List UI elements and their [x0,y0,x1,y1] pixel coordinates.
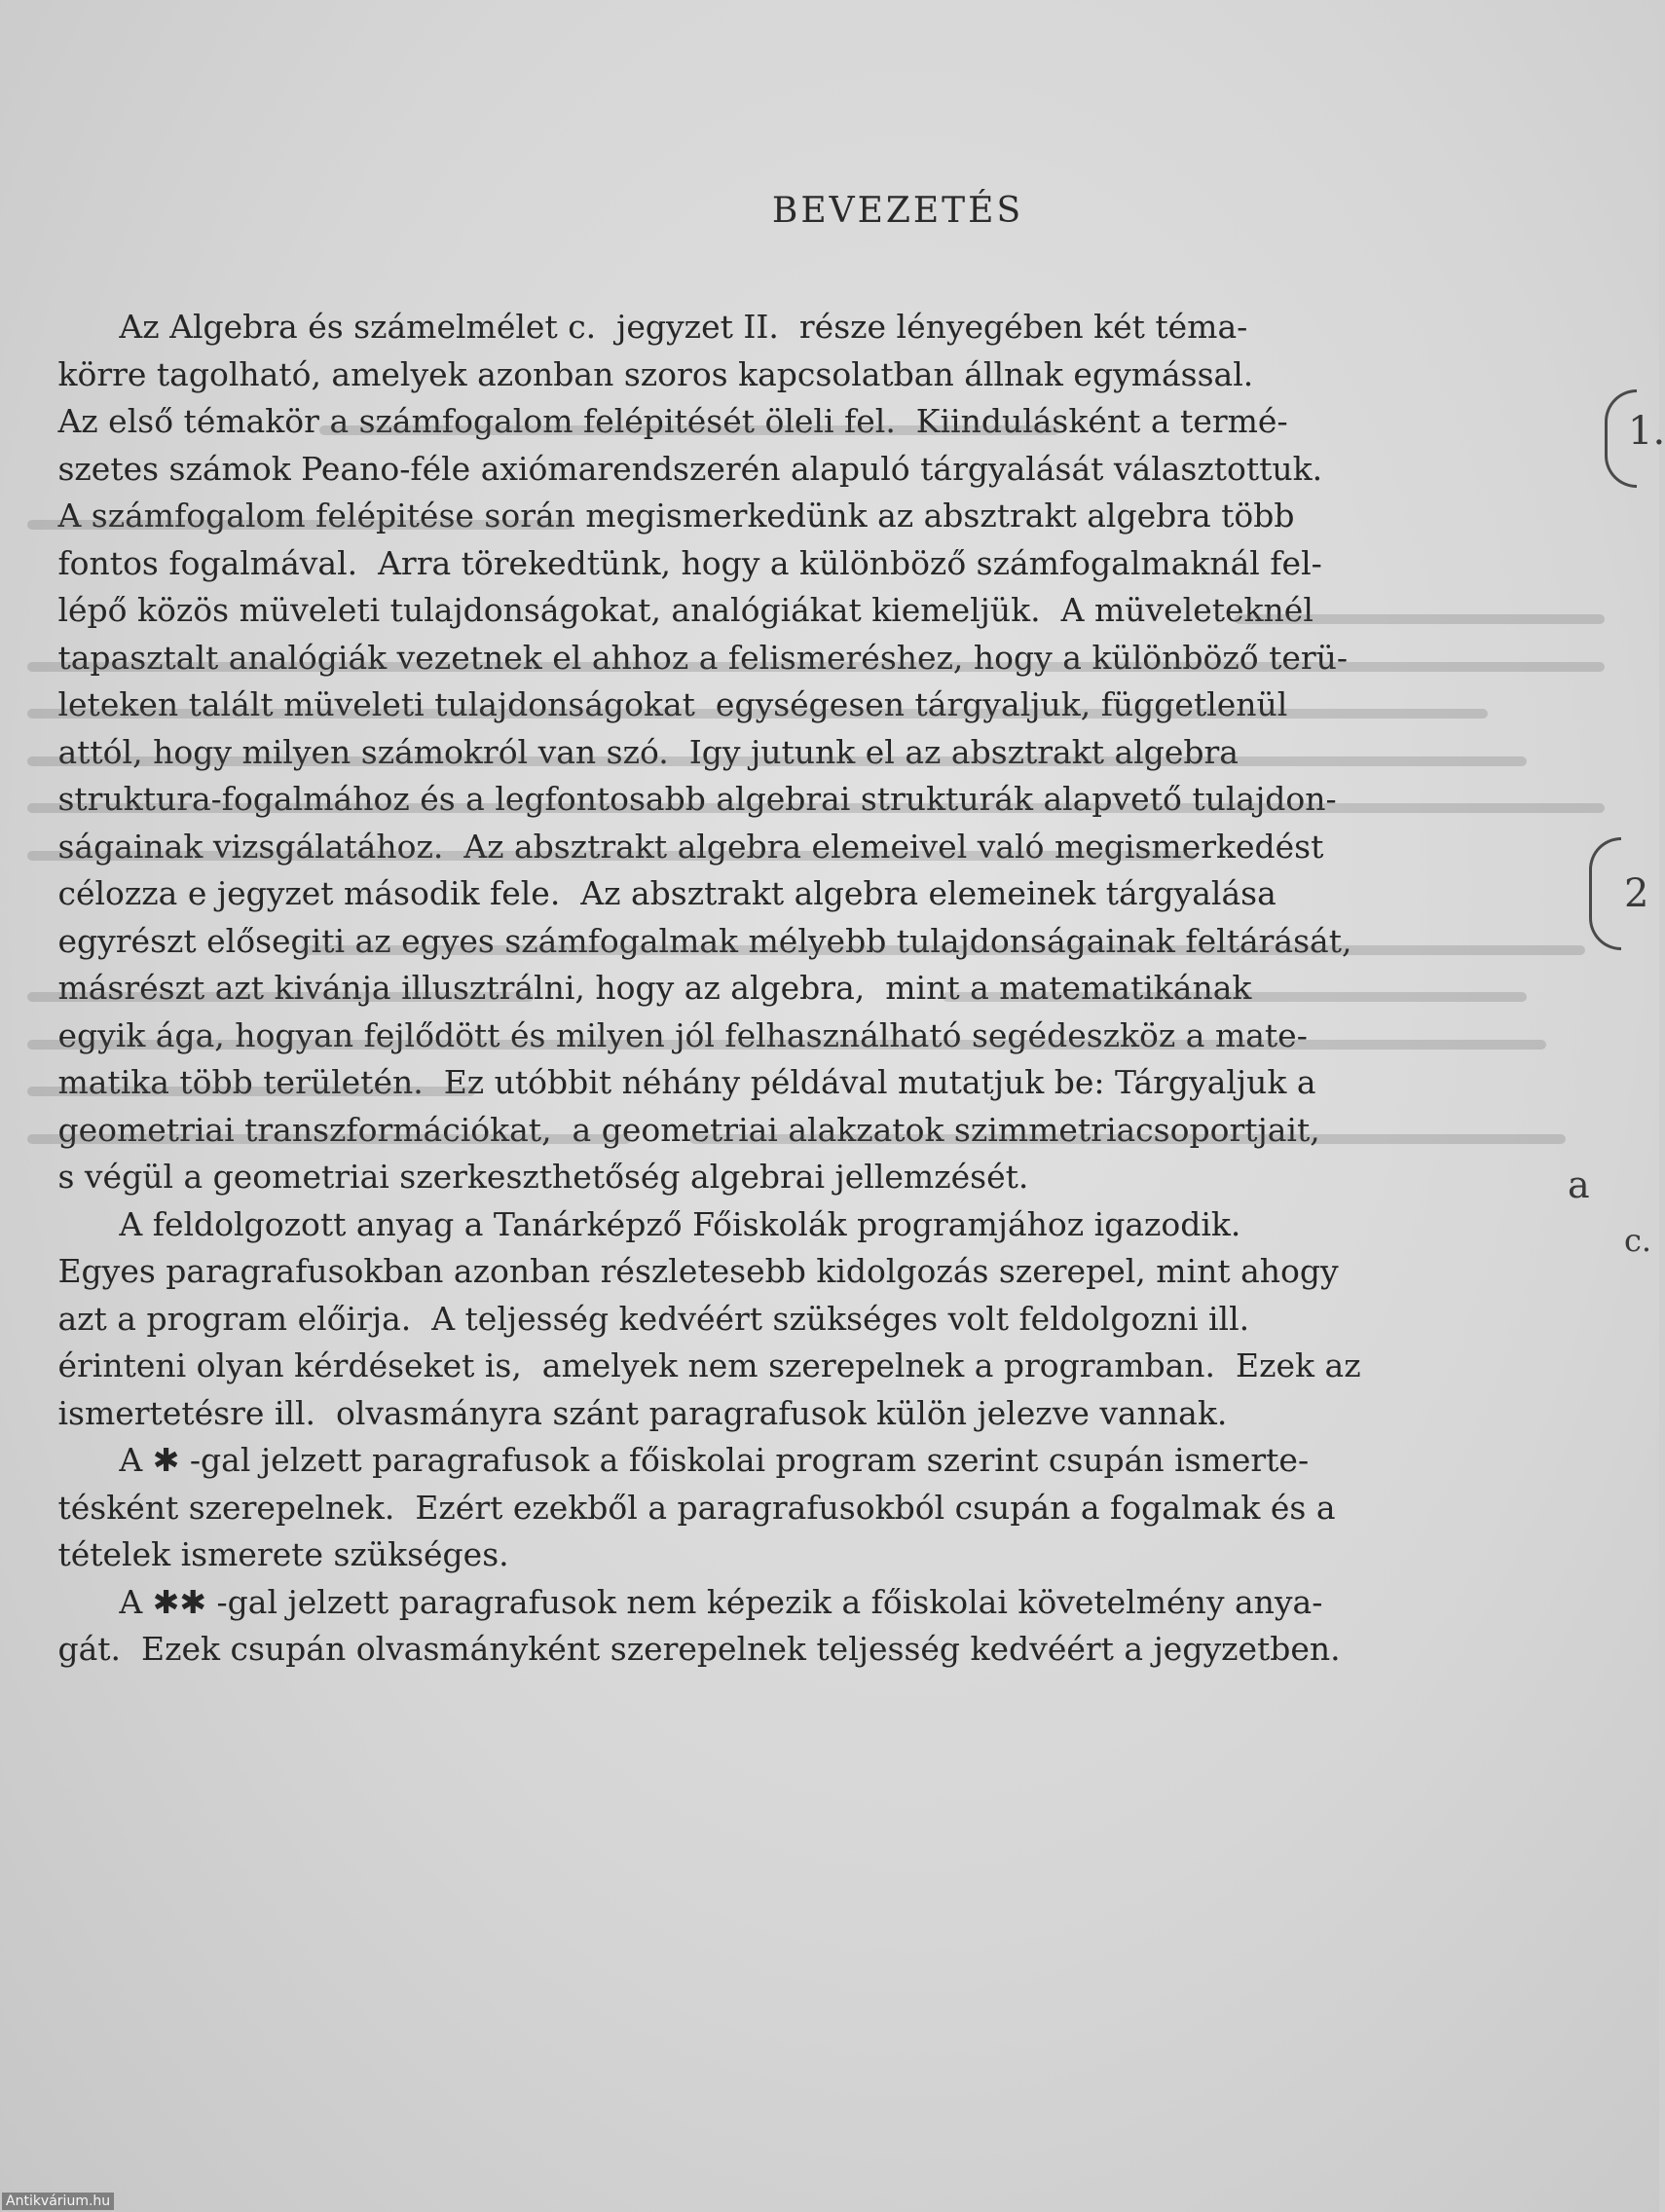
text-line: körre tagolható, amelyek azonban szoros kapcsolatban állnak egymással. [27,354,1254,393]
margin-note-1: 1. [1628,409,1665,454]
pencil-underline [689,1134,1566,1144]
text-line: geometriai transzformációkat, a geometriai alakzatok szimmetriacsoportjait, [27,1107,1605,1155]
text-line: lépő közös müveleti tulajdonságokat, analógiákat kiemeljük. A müveleteknél [27,587,1605,635]
pencil-underline [27,1087,475,1096]
pencil-underline [27,851,1196,861]
pencil-underline [27,992,534,1002]
pencil-underline [300,945,1585,955]
pencil-underline [27,709,1488,719]
text-line: azt a program előirja. A teljesség kedvéért szükséges volt feldolgozni ill. [27,1299,1250,1338]
pencil-underline [319,425,1059,435]
pencil-underline [943,992,1527,1002]
pencil-underline [27,520,573,530]
text-line: leteken talált müveleti tulajdonságokat egységesen tárgyaljuk, függetlenül [27,682,1605,729]
text-line: Az első témakör a számfogalom felépitését öleli fel. Kiindulásként a termé- [27,402,1288,440]
text-line: egyrészt elősegiti az egyes számfogalmak mélyebb tulajdonságainak feltárását, [27,918,1605,966]
text-line: tételek ismerete szükséges. [27,1535,509,1573]
text-line: tapasztalt analógiák vezetnek el ahhoz a felismeréshez, hogy a különböző terü- [27,635,1605,682]
text-line: A számfogalom felépitése során megismerkedünk az absztrakt algebra több [27,497,1295,535]
watermark: Antikvárium.hu [2,2193,114,2210]
text-line: attól, hogy milyen számokról van szó. Igy jutunk el az absztrakt algebra [27,729,1605,777]
margin-note-3: a [1568,1163,1590,1206]
pencil-underline [27,1040,1546,1050]
margin-bracket-2 [1589,837,1621,950]
pencil-underline [27,662,1605,672]
text-line: fontos fogalmával. Arra törekedtünk, hogy a különböző számfogalmaknál fel- [27,543,1322,582]
body-text [27,304,1605,1674]
pencil-underline [27,1134,631,1144]
text-line: másrészt azt kivánja illusztrálni, hogy az algebra, mint a matematikának [27,965,1605,1013]
text-line: szetes számok Peano-féle axiómarendszerén alapuló tárgyalását választottuk. [27,449,1323,488]
text-line: A ✱✱ -gal jelzett paragrafusok nem képezik a főiskolai követelmény anya- [27,1582,1323,1621]
text-line: ismertetésre ill. olvasmányra szánt paragrafusok külön jelezve vannak. [27,1393,1228,1432]
pencil-underline [27,803,1605,813]
text-line: Az Algebra és számelmélet c. jegyzet II. része lényegében két téma- [27,308,1248,346]
text-line: érinteni olyan kérdéseket is, amelyek nem szerepelnek a programban. Ezek az [27,1346,1361,1384]
text-line: A feldolgozott anyag a Tanárképző Főiskolák programjához igazodik. [27,1204,1241,1243]
text-line: gát. Ezek csupán olvasmányként szerepelnek teljesség kedvéért a jegyzetben. [27,1630,1341,1668]
margin-note-4: c. [1624,1222,1652,1259]
margin-note-2: 2 [1624,871,1649,916]
text-line: matika több területén. Ez utóbbit néhány példával mutatjuk be: Tárgyaljuk a [27,1063,1316,1101]
page-title: BEVEZETÉS [771,191,1024,231]
text-line: A ✱ -gal jelzett paragrafusok a főiskolai program szerint csupán ismerte- [27,1441,1310,1479]
text-line: Egyes paragrafusokban azonban részletesebb kidolgozás szerepel, mint ahogy [27,1252,1339,1290]
text-line: célozza e jegyzet második fele. Az absztrakt algebra elemeinek tárgyalása [27,874,1276,912]
text-line: struktura-fogalmához és a legfontosabb algebrai strukturák alapvető tulajdon- [27,776,1605,824]
text-line: ságainak vizsgálatához. Az absztrakt algebra elemeivel való megismerkedést [27,827,1324,866]
text-line: tésként szerepelnek. Ezért ezekből a paragrafusokból csupán a fogalmak és a [27,1488,1336,1527]
pencil-underline [1235,614,1605,624]
text-line: s végül a geometriai szerkeszthetőség algebrai jellemzését. [27,1158,1029,1196]
pencil-underline [27,756,1527,766]
text-line: egyik ága, hogyan fejlődött és milyen jól felhasználható segédeszköz a mate- [27,1013,1605,1060]
